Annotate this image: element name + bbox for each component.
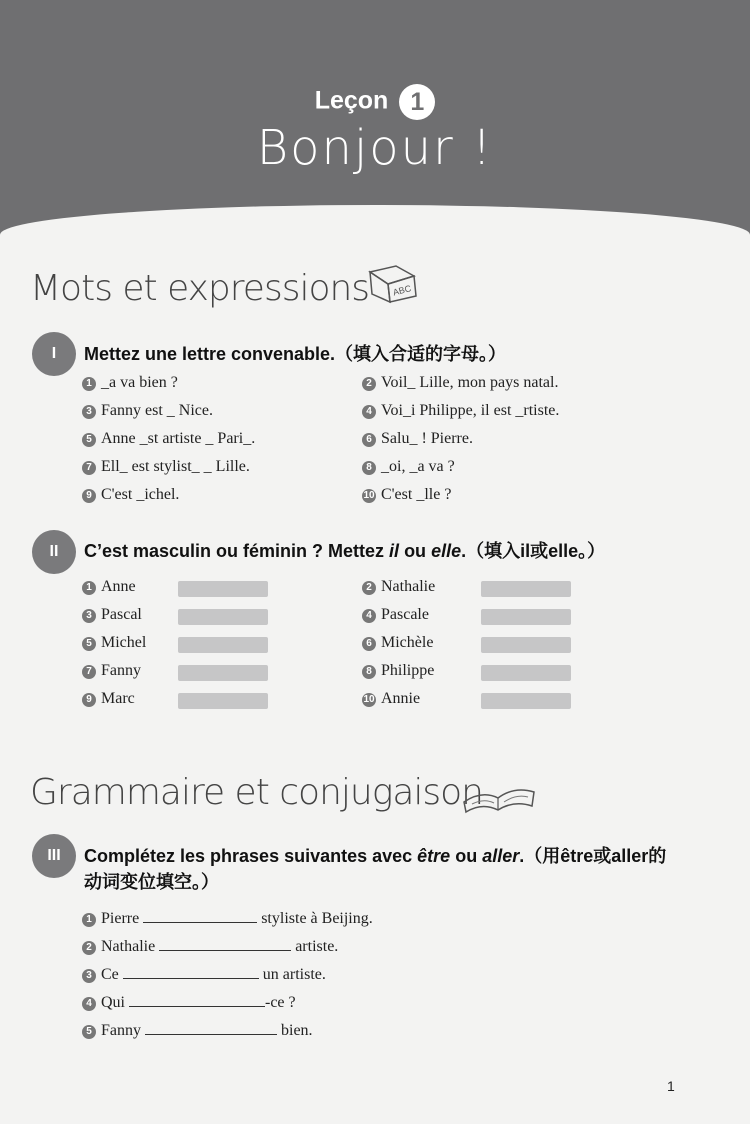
item-text: Anne	[101, 578, 136, 595]
item-text: Qui	[101, 994, 125, 1011]
instruction-text: ou	[450, 846, 483, 866]
item-text: Pierre	[101, 910, 140, 927]
item-text: Fanny	[101, 1022, 141, 1039]
exercise-item	[362, 430, 473, 448]
answer-field[interactable]	[481, 581, 571, 597]
item-number: 3	[82, 969, 96, 983]
exercise-item	[362, 402, 559, 420]
item-text: Marc	[101, 690, 135, 707]
svg-text:ABC: ABC	[391, 283, 413, 298]
item-number: 4	[82, 997, 96, 1011]
item-number: 8	[362, 665, 376, 679]
item-text: Ell_ est stylist_ _ Lille.	[101, 458, 250, 475]
instruction-text: C’est masculin ou féminin ? Mettez	[84, 541, 390, 561]
section-title-grammaire: Grammaire et conjugaison	[30, 772, 483, 813]
item-number: 10	[363, 694, 375, 705]
item-number: 2	[82, 941, 96, 955]
answer-field[interactable]	[178, 581, 268, 597]
item-number: 3	[82, 405, 96, 419]
exercise-item	[82, 430, 255, 448]
item-text: Pascal	[101, 606, 142, 623]
answer-field[interactable]	[178, 693, 268, 709]
exercise-item	[82, 458, 250, 476]
exercise-instruction: Mettez une lettre convenable.（填入合适的字母。）	[84, 344, 507, 364]
exercise-item	[82, 908, 373, 928]
item-text: styliste à Beijing.	[261, 910, 373, 927]
exercise-item	[362, 690, 420, 708]
exercise-number-badge: II	[32, 530, 76, 574]
lesson-label-text: Leçon	[314, 86, 389, 115]
instruction-text: .（用être或aller的动词变位填空。）	[84, 846, 667, 892]
item-number: 1	[82, 913, 96, 927]
item-number: 9	[82, 693, 96, 707]
item-number: 4	[362, 609, 376, 623]
item-text: Michèle	[381, 634, 434, 651]
exercise-item	[82, 936, 338, 956]
answer-blank[interactable]	[143, 908, 257, 923]
item-number: 7	[82, 461, 96, 475]
instruction-text: Complétez les phrases suivantes avec	[84, 846, 418, 866]
item-text: C'est _lle ?	[381, 486, 452, 503]
item-text: _oi, _a va ?	[381, 458, 455, 475]
answer-blank[interactable]	[159, 936, 291, 951]
exercise-item	[82, 992, 296, 1012]
item-text: Philippe	[381, 662, 435, 679]
instruction-etre: être	[417, 846, 451, 866]
exercise-item	[82, 662, 141, 680]
item-text: Michel	[101, 634, 147, 651]
page-number: 1	[667, 1078, 675, 1094]
item-text: artiste.	[295, 938, 339, 955]
item-number: 3	[82, 609, 96, 623]
lesson-title: Bonjour !	[256, 120, 494, 176]
answer-blank[interactable]	[145, 1020, 277, 1035]
exercise-item	[362, 458, 455, 476]
item-number: 9	[82, 489, 96, 503]
instruction-aller: aller	[482, 846, 520, 866]
section-title-mots: Mots et expressions	[30, 268, 370, 309]
item-number: 8	[362, 461, 376, 475]
item-number: 6	[362, 637, 376, 651]
item-text: Voil_ Lille, mon pays natal.	[381, 374, 559, 391]
exercise-item	[82, 402, 213, 420]
exercise-item	[82, 578, 136, 596]
answer-field[interactable]	[178, 637, 268, 653]
instruction-text: .（填入il或elle。）	[461, 541, 606, 561]
exercise-item	[362, 486, 451, 504]
item-text: Fanny est _ Nice.	[101, 402, 213, 419]
open-book-icon	[458, 776, 540, 818]
exercise-number-badge: III	[32, 834, 76, 878]
item-text: Fanny	[101, 662, 141, 679]
item-text: Voi_i Philippe, il est _rtiste.	[381, 402, 560, 419]
item-text: un artiste.	[262, 966, 326, 983]
exercise-item	[362, 374, 558, 392]
item-number: 5	[82, 433, 96, 447]
exercise-item	[82, 634, 146, 652]
exercise-item	[82, 486, 179, 504]
item-text: C'est _ichel.	[101, 486, 180, 503]
item-number: 2	[362, 377, 376, 391]
answer-blank[interactable]	[123, 964, 259, 979]
item-number: 5	[82, 1025, 96, 1039]
item-number: 5	[82, 637, 96, 651]
item-number: 2	[362, 581, 376, 595]
item-number: 1	[82, 581, 96, 595]
answer-field[interactable]	[481, 609, 571, 625]
item-text: bien.	[281, 1022, 313, 1039]
item-number: 7	[82, 665, 96, 679]
item-text: Salu_ ! Pierre.	[381, 430, 473, 447]
item-number: 6	[362, 433, 376, 447]
item-text: Anne _st artiste _ Pari_.	[101, 430, 256, 447]
item-number: 1	[82, 377, 96, 391]
exercise-item	[82, 374, 178, 392]
exercise-item	[82, 964, 326, 984]
exercise-item	[82, 1020, 313, 1040]
item-text: Ce	[101, 966, 119, 983]
answer-blank[interactable]	[129, 992, 265, 1007]
exercise-item	[362, 634, 433, 652]
instruction-elle: elle	[431, 541, 462, 561]
instruction-il: il	[389, 541, 400, 561]
instruction-text: ou	[399, 541, 432, 561]
exercise-item	[362, 662, 434, 680]
item-text: Nathalie	[101, 938, 156, 955]
lesson-label	[0, 84, 750, 120]
item-text: Annie	[381, 690, 421, 707]
item-text: _a va bien ?	[101, 374, 178, 391]
exercise-item	[362, 578, 435, 596]
item-text: Pascale	[381, 606, 429, 623]
lesson-number-badge: 1	[399, 84, 435, 120]
answer-field[interactable]	[481, 665, 571, 681]
exercise-instruction	[84, 843, 684, 895]
exercise-item	[362, 606, 429, 624]
exercise-item	[82, 690, 135, 708]
item-text: -ce ?	[265, 994, 296, 1011]
exercise-number-badge: I	[32, 332, 76, 376]
answer-field[interactable]	[481, 637, 571, 653]
exercise-instruction	[84, 538, 684, 564]
answer-field[interactable]	[481, 693, 571, 709]
item-number: 4	[362, 405, 376, 419]
abc-book-icon	[366, 262, 420, 306]
item-text: Nathalie	[381, 578, 436, 595]
exercise-item	[82, 606, 142, 624]
answer-field[interactable]	[178, 665, 268, 681]
answer-field[interactable]	[178, 609, 268, 625]
item-number: 10	[363, 490, 375, 501]
